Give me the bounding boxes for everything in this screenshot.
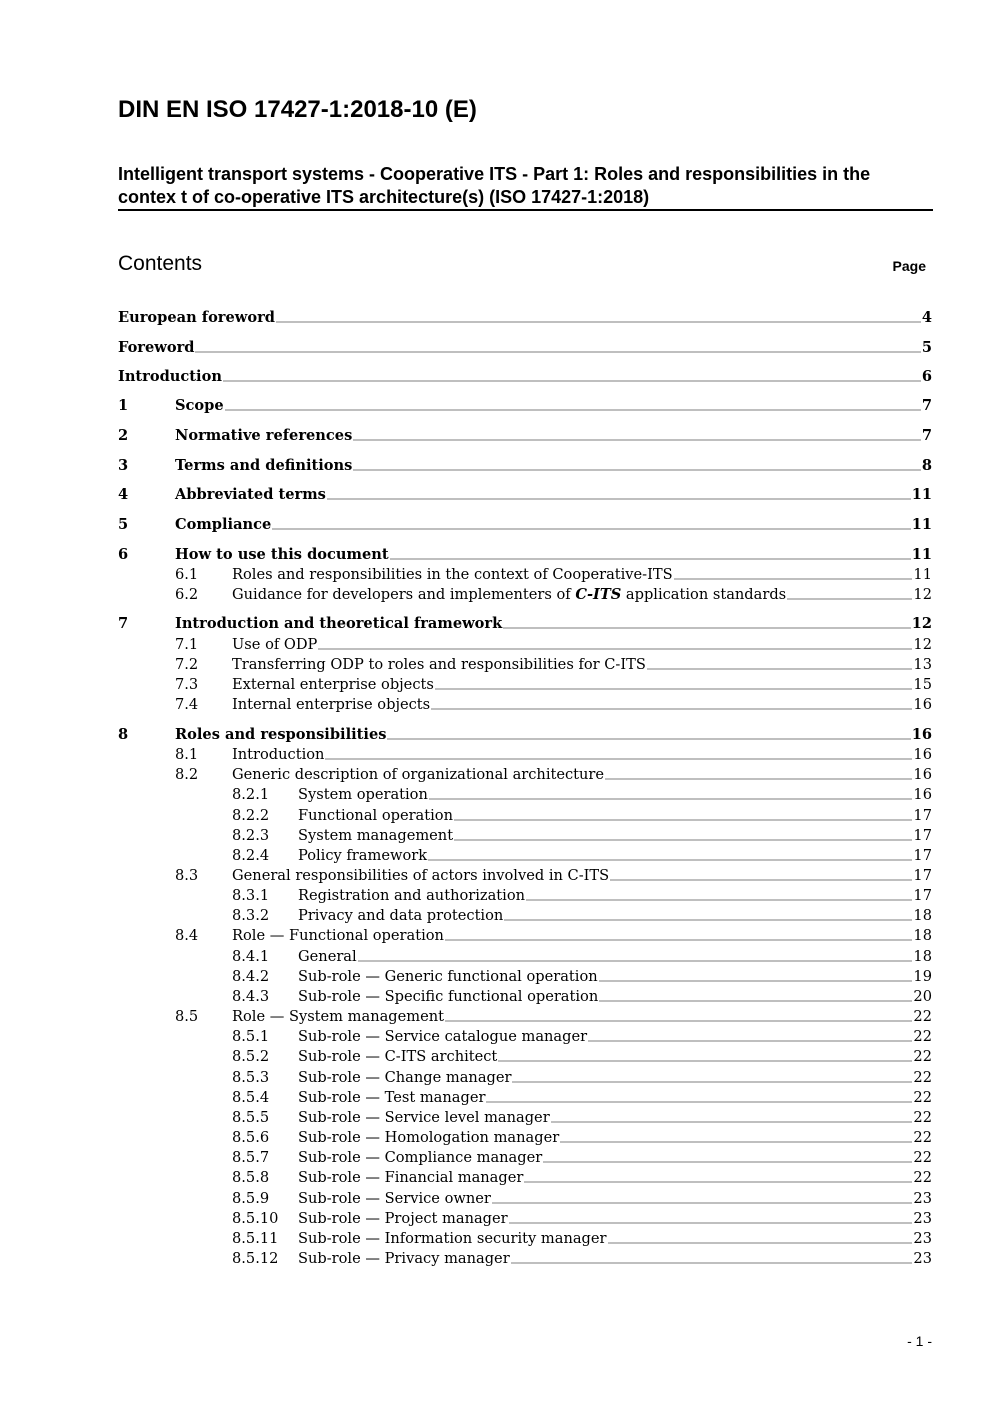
toc-entry-title: Compliance — [175, 516, 272, 533]
toc-entry-page: 23 — [913, 1210, 932, 1227]
document-title: DIN EN ISO 17427-1:2018-10 (E) — [118, 96, 477, 123]
dot-leader — [325, 758, 912, 760]
toc-entry-number: 6.2 — [175, 586, 199, 603]
toc-entry[interactable] — [118, 1047, 932, 1067]
dot-leader — [674, 578, 913, 580]
toc-entry-title: Sub-role — Service catalogue manager — [298, 1028, 588, 1045]
dot-leader — [512, 1081, 912, 1083]
toc-entry-page: 7 — [921, 397, 932, 414]
toc-entry-number: 8.2.1 — [232, 786, 270, 803]
toc-entry-title: Role — Functional operation — [232, 927, 444, 944]
dot-leader — [353, 469, 920, 471]
toc-entry-page: 11 — [911, 516, 932, 533]
toc-entry-number: 8.5.9 — [232, 1190, 270, 1207]
toc-entry-page: 16 — [913, 746, 932, 763]
toc-entry[interactable] — [118, 846, 932, 866]
toc-entry-number: 7.2 — [175, 656, 199, 673]
toc-entry-title: Roles and responsibilities — [175, 726, 387, 743]
toc-entry-number: 8.4.3 — [232, 988, 270, 1005]
contents-heading: Contents — [118, 252, 203, 275]
toc-entry-number: 8 — [118, 726, 129, 743]
toc-entry-number: 4 — [118, 486, 129, 503]
toc-entry[interactable] — [118, 396, 932, 416]
toc-entry[interactable] — [118, 1108, 932, 1128]
toc-entry-page: 22 — [913, 1109, 932, 1126]
toc-entry-page: 11 — [911, 546, 932, 563]
toc-entry-page: 12 — [911, 615, 932, 632]
toc-entry-number: 7.3 — [175, 676, 199, 693]
toc-entry[interactable] — [118, 1027, 932, 1047]
toc-entry[interactable] — [118, 745, 932, 765]
toc-entry-title: Sub-role — Financial manager — [298, 1169, 524, 1186]
dot-leader — [429, 798, 913, 800]
toc-entry-title: Abbreviated terms — [175, 486, 326, 503]
toc-entry[interactable] — [118, 515, 932, 535]
toc-entry-title: Sub-role — Change manager — [298, 1069, 512, 1086]
toc-entry-title: General responsibilities of actors involved in C-ITS — [232, 867, 610, 884]
toc-entry-title: Use of ODP — [232, 636, 318, 653]
toc-entry[interactable] — [118, 635, 932, 655]
toc-entry-page: 18 — [913, 948, 932, 965]
toc-entry-page: 8 — [921, 457, 932, 474]
toc-entry-title: Policy framework — [298, 847, 428, 864]
toc-entry-number: 8.4.2 — [232, 968, 270, 985]
toc-entry-title: Sub-role — Generic functional operation — [298, 968, 598, 985]
toc-entry-number: 7.4 — [175, 696, 199, 713]
toc-entry-page: 22 — [913, 1129, 932, 1146]
toc-entry-number: 8.5.5 — [232, 1109, 270, 1126]
dot-leader — [610, 879, 912, 881]
toc-entry-number: 8.3.1 — [232, 887, 270, 904]
dot-leader — [445, 1020, 912, 1022]
toc-entry-title: Sub-role — Specific functional operation — [298, 988, 599, 1005]
toc-entry[interactable] — [118, 725, 932, 745]
toc-entry-page: 6 — [921, 368, 932, 385]
toc-entry-page: 18 — [913, 927, 932, 944]
dot-leader — [588, 1040, 912, 1042]
toc-entry-number: 8.5.4 — [232, 1089, 270, 1106]
dot-leader — [445, 939, 912, 941]
dot-leader — [387, 738, 910, 740]
toc-entry-page: 17 — [913, 867, 932, 884]
toc-entry[interactable] — [118, 826, 932, 846]
toc-entry-title: Sub-role — Homologation manager — [298, 1129, 560, 1146]
toc-entry-number: 8.5.3 — [232, 1069, 270, 1086]
toc-entry-title: Sub-role — Service level manager — [298, 1109, 550, 1126]
toc-entry-title: How to use this document — [175, 546, 389, 563]
toc-entry-number: 5 — [118, 516, 129, 533]
toc-entry[interactable] — [118, 1128, 932, 1148]
dot-leader — [492, 1202, 913, 1204]
toc-entry[interactable] — [118, 785, 932, 805]
dot-leader — [543, 1161, 912, 1163]
toc-entry-page: 5 — [921, 339, 932, 356]
dot-leader — [599, 980, 913, 982]
toc-entry[interactable] — [118, 906, 932, 926]
toc-entry-title: System management — [298, 827, 454, 844]
dot-leader — [454, 839, 912, 841]
toc-entry-number: 8.4.1 — [232, 948, 270, 965]
toc-entry[interactable] — [118, 1068, 932, 1088]
toc-entry-number: 8.5.12 — [232, 1250, 279, 1267]
dot-leader — [276, 321, 921, 323]
dot-leader — [223, 380, 921, 382]
toc-entry-title: Sub-role — Information security manager — [298, 1230, 607, 1247]
toc-entry-number: 6.1 — [175, 566, 199, 583]
dot-leader — [526, 899, 912, 901]
toc-entry[interactable] — [118, 1168, 932, 1188]
toc-entry[interactable] — [118, 367, 932, 387]
toc-entry-page: 16 — [911, 726, 932, 743]
toc-entry[interactable] — [118, 1088, 932, 1108]
dot-leader — [486, 1101, 912, 1103]
toc-entry-page: 22 — [913, 1008, 932, 1025]
dot-leader — [503, 627, 910, 629]
toc-entry-title: Normative references — [175, 427, 353, 444]
toc-entry-number: 8.5.10 — [232, 1210, 279, 1227]
toc-entry-number: 1 — [118, 397, 129, 414]
toc-entry-page: 4 — [921, 309, 932, 326]
toc-entry[interactable] — [118, 695, 932, 715]
toc-entry-number: 8.3 — [175, 867, 199, 884]
toc-entry-page: 17 — [913, 887, 932, 904]
toc-entry-title: Foreword — [118, 339, 195, 356]
toc-entry-number: 8.4 — [175, 927, 199, 944]
toc-entry-number: 3 — [118, 457, 129, 474]
toc-entry-title: Generic description of organizational architecture — [232, 766, 605, 783]
toc-entry-number: 8.2 — [175, 766, 199, 783]
toc-entry-page: 20 — [913, 988, 932, 1005]
dot-leader — [195, 351, 920, 353]
toc-entry-page: 12 — [913, 586, 932, 603]
toc-entry[interactable] — [118, 1229, 932, 1249]
toc-entry-number: 2 — [118, 427, 129, 444]
toc-entry-number: 8.2.2 — [232, 807, 270, 824]
toc-entry-page: 11 — [911, 486, 932, 503]
toc-entry-page: 23 — [913, 1250, 932, 1267]
toc-entry[interactable] — [118, 308, 932, 328]
toc-entry-number: 7 — [118, 615, 129, 632]
toc-entry-title: Introduction — [232, 746, 325, 763]
toc-entry[interactable] — [118, 987, 932, 1007]
toc-entry-page: 17 — [913, 807, 932, 824]
toc-entry[interactable] — [118, 886, 932, 906]
toc-entry-number: 8.1 — [175, 746, 199, 763]
toc-entry[interactable] — [118, 565, 932, 585]
toc-entry[interactable] — [118, 456, 932, 476]
toc-entry-number: 8.5 — [175, 1008, 199, 1025]
toc-entry-page: 22 — [913, 1149, 932, 1166]
toc-entry-page: 16 — [913, 766, 932, 783]
dot-leader — [509, 1222, 913, 1224]
toc-entry[interactable] — [118, 585, 932, 605]
toc-entry-page: 17 — [913, 827, 932, 844]
document-subtitle: Intelligent transport systems - Cooperative ITS - Part 1: Roles and responsibilities in the contex t of co-operative ITS architecture(s) (ISO 17427-1:2018) — [118, 164, 871, 207]
dot-leader — [431, 708, 912, 710]
toc-entry-title: Privacy and data protection — [298, 907, 504, 924]
toc-entry[interactable] — [118, 1249, 932, 1269]
title-underline — [118, 209, 933, 211]
dot-leader — [225, 409, 921, 411]
toc-entry[interactable] — [118, 614, 932, 634]
dot-leader — [498, 1060, 912, 1062]
toc-entry-number: 8.2.4 — [232, 847, 270, 864]
toc-entry-number: 8.5.6 — [232, 1129, 270, 1146]
dot-leader — [358, 960, 913, 962]
toc-entry[interactable] — [118, 338, 932, 358]
toc-entry-number: 8.5.1 — [232, 1028, 270, 1045]
toc-entry-number: 8.3.2 — [232, 907, 270, 924]
toc-entry[interactable] — [118, 765, 932, 785]
dot-leader — [428, 859, 912, 861]
toc-entry-title: Transferring ODP to roles and responsibilities for C-ITS — [232, 656, 646, 673]
toc-entry-title: Terms and definitions — [175, 457, 353, 474]
dot-leader — [647, 668, 913, 670]
dot-leader — [608, 1242, 913, 1244]
toc-entry[interactable] — [118, 1189, 932, 1209]
toc-entry-page: 23 — [913, 1230, 932, 1247]
dot-leader — [551, 1121, 913, 1123]
dot-leader — [504, 919, 912, 921]
toc-entry-title: Registration and authorization — [298, 887, 526, 904]
toc-entry-title: Role — System management — [232, 1008, 445, 1025]
dot-leader — [511, 1262, 913, 1264]
toc-entry-title: Introduction and theoretical framework — [175, 615, 503, 632]
toc-entry[interactable] — [118, 1148, 932, 1168]
toc-entry[interactable] — [118, 655, 932, 675]
toc-entry-title: European foreword — [118, 309, 275, 326]
toc-entry-title: Sub-role — Project manager — [298, 1210, 508, 1227]
toc-entry-page: 12 — [913, 636, 932, 653]
toc-entry-page: 19 — [913, 968, 932, 985]
toc-entry-page: 15 — [913, 676, 932, 693]
dot-leader — [454, 819, 912, 821]
toc-entry-page: 22 — [913, 1089, 932, 1106]
toc-entry-page: 22 — [913, 1169, 932, 1186]
toc-entry-page: 23 — [913, 1190, 932, 1207]
dot-leader — [327, 498, 911, 500]
toc-entry-title: Guidance for developers and implementers of C-ITS application standards — [232, 586, 787, 603]
dot-leader — [524, 1181, 912, 1183]
toc-entry-page: 22 — [913, 1028, 932, 1045]
toc-entry[interactable] — [118, 947, 932, 967]
toc-entry-title: Functional operation — [298, 807, 453, 824]
toc-entry-title: Introduction — [118, 368, 222, 385]
toc-entry[interactable] — [118, 866, 932, 886]
toc-entry[interactable] — [118, 675, 932, 695]
dot-leader — [605, 778, 912, 780]
toc-entry-page: 22 — [913, 1069, 932, 1086]
toc-entry-title: Scope — [175, 397, 224, 414]
toc-entry-title: Internal enterprise objects — [232, 696, 431, 713]
dot-leader — [599, 1000, 912, 1002]
toc-entry-title: Roles and responsibilities in the context of Cooperative-ITS — [232, 566, 673, 583]
page-column-label: Page — [892, 258, 926, 274]
toc-entry[interactable] — [118, 806, 932, 826]
toc-entry-number: 8.5.2 — [232, 1048, 270, 1065]
toc-entry[interactable] — [118, 967, 932, 987]
toc-entry-number: 7.1 — [175, 636, 199, 653]
toc-entry-title: System operation — [298, 786, 428, 803]
toc-entry-title: External enterprise objects — [232, 676, 434, 693]
toc-entry[interactable] — [118, 485, 932, 505]
toc-entry-title: Sub-role — Compliance manager — [298, 1149, 543, 1166]
toc-entry[interactable] — [118, 426, 932, 446]
toc-entry-page: 11 — [913, 566, 932, 583]
toc-entry-title: Sub-role — Privacy manager — [298, 1250, 510, 1267]
dot-leader — [787, 598, 912, 600]
toc-entry-page: 17 — [913, 847, 932, 864]
toc-entry[interactable] — [118, 545, 932, 565]
toc-entry-page: 13 — [913, 656, 932, 673]
toc-entry-page: 22 — [913, 1048, 932, 1065]
dot-leader — [318, 648, 912, 650]
toc-entry-title: Sub-role — Test manager — [298, 1089, 486, 1106]
toc-entry-title: Sub-role — Service owner — [298, 1190, 491, 1207]
toc-entry-page: 7 — [921, 427, 932, 444]
toc-entry[interactable] — [118, 1007, 932, 1027]
dot-leader — [435, 688, 913, 690]
toc-entry-number: 6 — [118, 546, 129, 563]
dot-leader — [353, 439, 921, 441]
toc-entry-title: Sub-role — C-ITS architect — [298, 1048, 498, 1065]
toc-entry-number: 8.5.7 — [232, 1149, 270, 1166]
toc-entry-page: 16 — [913, 786, 932, 803]
toc-entry-page: 16 — [913, 696, 932, 713]
dot-leader — [560, 1141, 912, 1143]
page-number: - 1 - — [907, 1333, 932, 1349]
toc-entry-number: 8.5.8 — [232, 1169, 270, 1186]
toc-entry-title: General — [298, 948, 357, 965]
toc-entry[interactable] — [118, 926, 932, 946]
toc-entry[interactable] — [118, 1209, 932, 1229]
toc-entry-number: 8.5.11 — [232, 1230, 279, 1247]
dot-leader — [390, 558, 911, 560]
dot-leader — [272, 528, 910, 530]
toc-entry-number: 8.2.3 — [232, 827, 270, 844]
toc-entry-page: 18 — [913, 907, 932, 924]
